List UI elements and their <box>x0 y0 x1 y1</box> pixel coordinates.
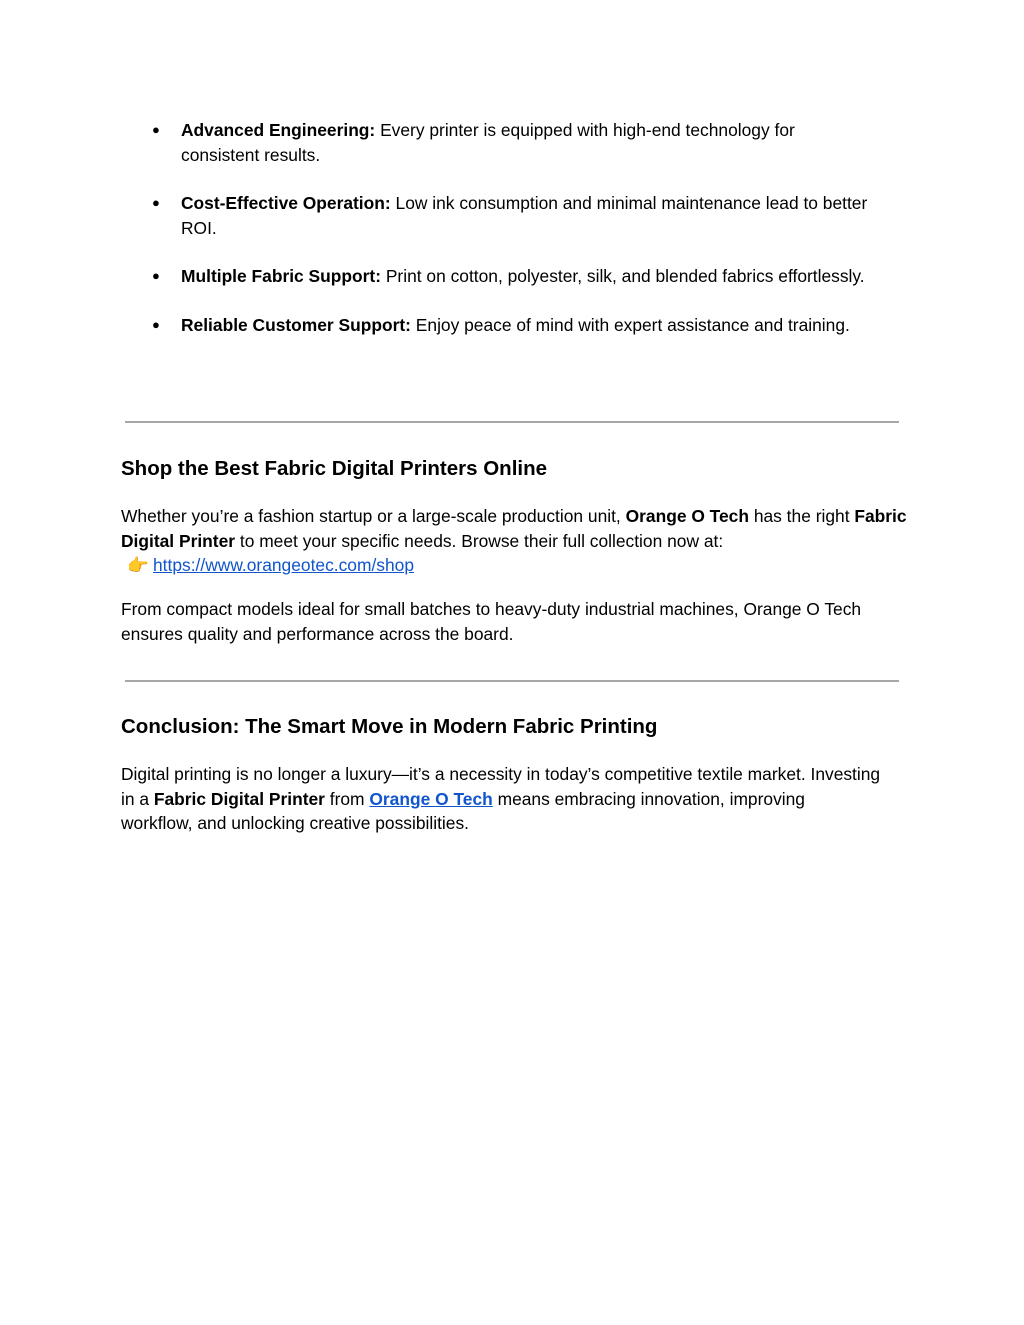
conclusion-heading: Conclusion: The Smart Move in Modern Fabric Printing <box>121 715 658 738</box>
bullet-icon: ● <box>152 316 160 332</box>
bullet-label: Multiple Fabric Support: <box>181 266 381 286</box>
shop-heading: Shop the Best Fabric Digital Printers Online <box>121 457 548 480</box>
shop-paragraph <box>121 504 921 578</box>
bullet-label: Advanced Engineering: <box>181 120 376 140</box>
shop-link[interactable]: https://www.orangeotec.com/shop <box>153 555 414 575</box>
shop-paragraph-2: From compact models ideal for small batches to heavy-duty industrial machines, Orange O Tech ensures quality and performance across the board. <box>121 599 862 644</box>
bullet-text: Print on cotton, polyester, silk, and blended fabrics effortlessly. <box>380 266 865 286</box>
bullet-text: Enjoy peace of mind with expert assistance and training. <box>410 314 850 335</box>
brand-link[interactable]: Orange O Tech <box>369 788 493 809</box>
pointing-hand-icon: 👉 <box>127 555 149 575</box>
product-name: Fabric Digital Printer <box>153 788 325 809</box>
list-item <box>0 191 871 240</box>
conclusion-text: means embracing innovation, improving workflow, and unlocking creative possibilities. <box>121 788 805 833</box>
bullet-icon: ● <box>152 195 160 210</box>
brand-name: Orange O Tech <box>625 506 749 526</box>
list-item <box>0 118 871 167</box>
shop-text: has the right <box>748 506 855 526</box>
list-item <box>0 313 871 338</box>
benefits-list <box>0 118 1024 361</box>
shop-text: Whether you’re a fashion startup or a large-scale production unit, <box>121 506 626 526</box>
list-item <box>0 264 871 289</box>
bullet-label: Reliable Customer Support: <box>181 314 411 335</box>
conclusion-text: Digital printing is no longer a luxury—it’s a necessity in today’s competitive textile market. Investing in a <box>121 764 881 809</box>
bullet-icon: ● <box>152 122 160 137</box>
bullet-text: Every printer is equipped with high-end technology for consistent results. <box>181 120 795 165</box>
shop-text: to meet your specific needs. Browse their full collection now at: <box>235 530 724 551</box>
conclusion-paragraph <box>121 762 881 836</box>
bullet-text: Low ink consumption and minimal maintenance lead to better ROI. <box>181 193 868 238</box>
conclusion-text: from <box>324 788 370 809</box>
product-name: Fabric Digital Printer <box>121 506 907 551</box>
horizontal-divider <box>125 680 899 682</box>
bullet-label: Cost-Effective Operation: <box>181 193 391 213</box>
horizontal-divider <box>125 421 899 423</box>
bullet-icon: ● <box>152 268 160 283</box>
